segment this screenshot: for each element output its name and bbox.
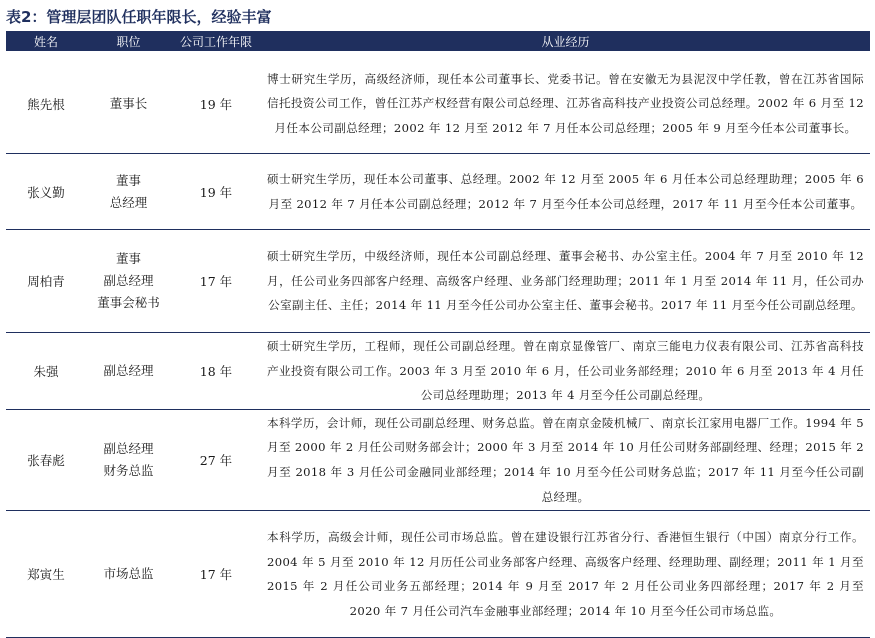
experience-text: 硕士研究生学历，工程师，现任公司副总经理。曾在南京显像管厂、南京三能电力仪表有限公司、江苏省高科技产业投资有限公司工作。2003 年 3 月至 2010 年 6 月，任公司业务部经理；2010 年 6 月至 2013 年 4 月任公司总经理助理；2013 年 4 月至今任公司副总经理。: [261, 333, 870, 410]
header-position: 职位: [86, 31, 171, 53]
tenure-years: 19 年: [171, 53, 261, 154]
experience-text: 硕士研究生学历，中级经济师，现任本公司副总经理、董事会秘书、办公室主任。2004 年 7 月至 2010 年 12 月，任公司业务四部客户经理、高级客户经理、业务部门经理助理；2011 年 1 月至 2014 年 11 月，任公司办公室副主任、主任；2014 年 11 月至今任公司办公室主任、董事会秘书。2017 年 11 月至今任公司副总经理。: [261, 230, 870, 333]
position-title: 副总经理: [103, 362, 154, 378]
experience-text: 本科学历，高级会计师，现任公司市场总监。曾在建设银行江苏省分行、香港恒生银行（中国）南京分行工作。2004 年 5 月至 2010 年 12 月历任公司业务部客户经理、高级客户经理、经理助理、副经理；2011 年 1 月至 2015 年 2 月任公司业务五部经理；2014 年 9 月至 2017 年 2 月任公司业务四部经理；2017 年 2 月至 2020 年 7 月任公司汽车金融事业部经理；2014 年 10 月至今任公司市场总监。: [261, 511, 870, 638]
person-name: 熊先根: [6, 53, 86, 154]
tenure-years: 19 年: [171, 154, 261, 230]
header-row: [6, 31, 870, 53]
position-title: 董事会秘书: [97, 295, 160, 310]
person-positions: [86, 511, 171, 638]
header-tenure: 公司工作年限: [171, 31, 261, 53]
person-positions: [86, 154, 171, 230]
person-positions: [86, 333, 171, 410]
tenure-years: 17 年: [171, 230, 261, 333]
table-title: 表2：管理层团队任职年限长，经验丰富: [6, 8, 272, 26]
person-positions: [86, 53, 171, 154]
person-name: 周柏青: [6, 230, 86, 333]
table-row: [6, 230, 870, 333]
table-row: [6, 154, 870, 230]
person-positions: [86, 230, 171, 333]
tenure-years: 17 年: [171, 511, 261, 638]
tenure-years: 27 年: [171, 409, 261, 510]
position-title: 副总经理: [103, 440, 154, 456]
person-name: 郑寅生: [6, 511, 86, 638]
table-row: [6, 333, 870, 410]
position-title: 董事: [115, 172, 141, 188]
person-name: 张义勤: [6, 154, 86, 230]
header-name: 姓名: [6, 31, 86, 53]
position-title: 总经理: [109, 194, 148, 210]
table-row: [6, 409, 870, 510]
experience-text: 硕士研究生学历，现任本公司董事、总经理。2002 年 12 月至 2005 年 6 月任本公司总经理助理；2005 年 6 月至 2012 年 7 月任本公司副总经理；2012 年 7 月至今任本公司总经理，2017 年 11 月至今任本公司董事。: [261, 154, 870, 230]
experience-text: 博士研究生学历，高级经济师，现任本公司董事长、党委书记。曾在安徽无为县泥汊中学任教，曾在江苏省国际信托投资公司工作，曾任江苏产权经营有限公司总经理、江苏省高科技产业投资公司总经理。2002 年 6 月至 12 月任本公司副总经理；2002 年 12 月至 2012 年 7 月任本公司总经理；2005 年 9 月至今任本公司董事长。: [261, 53, 870, 154]
person-positions: [86, 409, 171, 510]
position-title: 财务总监: [103, 462, 154, 478]
person-name: 朱强: [6, 333, 86, 410]
management-table: [6, 31, 870, 638]
header-experience: 从业经历: [261, 31, 870, 53]
position-title: 市场总监: [103, 566, 154, 582]
position-title: 董事: [115, 251, 141, 266]
position-title: 董事长: [109, 95, 148, 111]
position-title: 副总经理: [103, 273, 154, 288]
table-row: [6, 53, 870, 154]
person-name: 张春彪: [6, 409, 86, 510]
experience-text: 本科学历，会计师，现任公司副总经理、财务总监。曾在南京金陵机械厂、南京长江家用电器厂工作。1994 年 5 月至 2000 年 2 月任公司财务部会计；2000 年 3 月至 2014 年 10 月任公司财务部副经理、经理；2015 年 2 月至 2018 年 3 月任公司金融同业部经理；2014 年 10 月至今任公司财务总监；2017 年 11 月至今任公司副总经理。: [261, 409, 870, 510]
table-row: [6, 511, 870, 638]
tenure-years: 18 年: [171, 333, 261, 410]
